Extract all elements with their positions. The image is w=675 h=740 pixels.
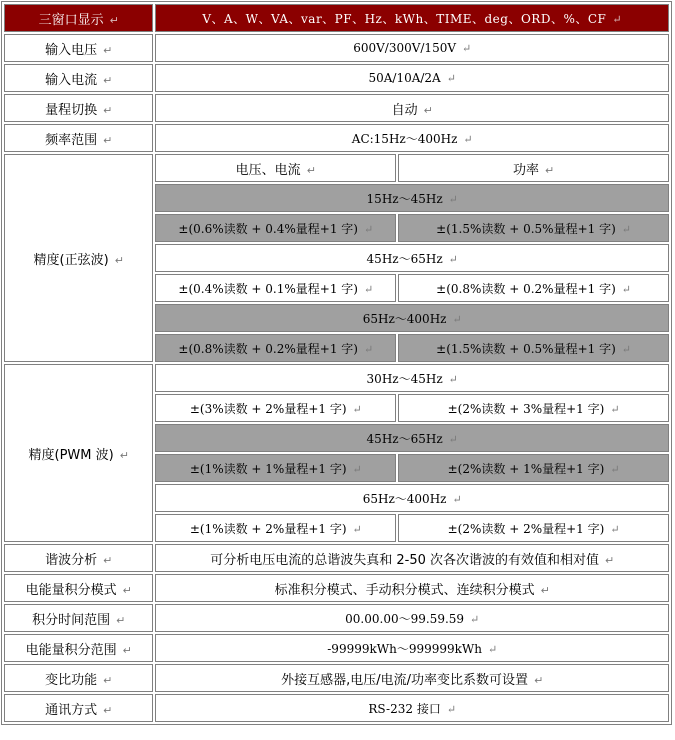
spec-value-cell (155, 634, 669, 662)
spec-value: -99999kWh～999999kWh (327, 641, 482, 656)
return-mark-icon: ↵ (363, 282, 374, 296)
accuracy-power (398, 514, 669, 542)
spec-label-cell (4, 64, 153, 92)
return-mark-icon: ↵ (448, 192, 458, 206)
accuracy-power (398, 214, 669, 242)
spec-label: 量程切换 (45, 102, 98, 118)
spec-label-cell (4, 34, 153, 62)
accuracy-voltage-current (155, 454, 396, 482)
return-mark-icon: ↵ (103, 133, 113, 147)
return-mark-icon: ↵ (103, 703, 113, 717)
accuracy-power-text: ±(2%读数 + 2%量程+1 字) (447, 521, 605, 536)
return-mark-icon: ↵ (452, 312, 462, 326)
spec-value: AC:15Hz～400Hz (351, 131, 458, 146)
return-mark-icon: ↵ (122, 583, 132, 597)
spec-label: 通讯方式 (45, 702, 98, 718)
frequency-band-range-text: 45Hz～65Hz (366, 251, 443, 266)
return-mark-icon: ↵ (448, 372, 458, 386)
column-header-voltage-current-text: 电压、电流 (235, 162, 301, 178)
accuracy-voltage-current-text: ±(0.8%读数 + 0.2%量程+1 字) (178, 341, 358, 356)
spec-row-range-switch (4, 94, 669, 122)
accuracy-power (398, 454, 669, 482)
spec-label: 输入电压 (45, 42, 98, 58)
header-row (4, 4, 669, 32)
spec-row-ratio-function (4, 664, 669, 692)
return-mark-icon: ↵ (423, 103, 433, 117)
spec-label-cell (4, 94, 153, 122)
spec-value: 00.00.00～99.59.59 (345, 611, 465, 626)
accuracy-power-text: ±(2%读数 + 3%量程+1 字) (447, 401, 605, 416)
return-mark-icon: ↵ (462, 42, 472, 55)
sine-accuracy-label: 精度(正弦波) (33, 252, 109, 268)
header-label-cell (4, 4, 153, 32)
return-mark-icon: ↵ (487, 642, 498, 656)
spec-value: 自动 (391, 102, 418, 118)
return-mark-icon: ↵ (452, 492, 462, 506)
return-mark-icon: ↵ (470, 612, 480, 626)
return-mark-icon: ↵ (463, 132, 473, 146)
header-value-cell (155, 4, 669, 32)
frequency-band-range-text: 15Hz～45Hz (366, 191, 443, 206)
header-label: 三窗口显示 (38, 12, 104, 28)
spec-label: 电能量积分模式 (25, 582, 117, 598)
frequency-band-range (155, 184, 669, 212)
column-header-voltage-current (155, 154, 396, 182)
frequency-band-range (155, 304, 669, 332)
spec-value-cell (155, 124, 669, 152)
spec-row-input-current (4, 64, 669, 92)
return-mark-icon: ↵ (534, 673, 544, 687)
return-mark-icon: ↵ (610, 522, 620, 536)
spec-label-cell (4, 604, 153, 632)
accuracy-power-text: ±(1.5%读数 + 0.5%量程+1 字) (436, 221, 616, 236)
spec-value-cell (155, 94, 669, 122)
spec-label: 频率范围 (45, 132, 98, 148)
spec-value-cell (155, 544, 669, 572)
return-mark-icon: ↵ (446, 702, 457, 716)
spec-label-cell (4, 634, 153, 662)
return-mark-icon: ↵ (103, 103, 113, 117)
accuracy-power-text: ±(0.8%读数 + 0.2%量程+1 字) (436, 281, 616, 296)
pwm-accuracy-label: 精度(PWM 波) (28, 447, 114, 463)
return-mark-icon: ↵ (605, 553, 615, 567)
frequency-band-range-text: 45Hz～65Hz (366, 431, 443, 446)
accuracy-voltage-current-text: ±(1%读数 + 1%量程+1 字) (189, 461, 347, 476)
spec-label-cell (4, 544, 153, 572)
return-mark-icon: ↵ (119, 448, 129, 462)
spec-label: 电能量积分范围 (25, 642, 117, 658)
accuracy-voltage-current-text: ±(1%读数 + 2%量程+1 字) (189, 521, 347, 536)
return-mark-icon: ↵ (122, 643, 132, 657)
accuracy-voltage-current-text: ±(3%读数 + 2%量程+1 字) (189, 401, 347, 416)
spec-value-cell (155, 664, 669, 692)
pwm-band-range-row (4, 364, 669, 392)
accuracy-power (398, 334, 669, 362)
column-header-power (398, 154, 669, 182)
return-mark-icon: ↵ (109, 13, 119, 27)
return-mark-icon: ↵ (363, 222, 374, 236)
frequency-band-range-text: 65Hz～400Hz (362, 491, 447, 506)
frequency-band-range (155, 424, 669, 452)
return-mark-icon: ↵ (610, 462, 620, 476)
spec-row-energy-integration-range (4, 634, 669, 662)
spec-row-integration-time-range (4, 604, 669, 632)
accuracy-voltage-current-text: ±(0.6%读数 + 0.4%量程+1 字) (178, 221, 358, 236)
return-mark-icon: ↵ (114, 253, 124, 267)
spec-value: 600V/300V/150V (353, 41, 456, 55)
sine-column-header-row (4, 154, 669, 182)
frequency-band-range (155, 364, 669, 392)
return-mark-icon: ↵ (610, 402, 620, 416)
return-mark-icon: ↵ (621, 342, 631, 356)
frequency-band-range-text: 65Hz～400Hz (362, 311, 447, 326)
spec-row-input-voltage (4, 34, 669, 62)
spec-label-cell (4, 664, 153, 692)
spec-label-cell (4, 694, 153, 722)
return-mark-icon: ↵ (352, 522, 362, 536)
accuracy-power (398, 394, 669, 422)
spec-label-cell (4, 574, 153, 602)
return-mark-icon: ↵ (352, 402, 362, 416)
return-mark-icon: ↵ (116, 613, 126, 627)
spec-value: 标准积分模式、手动积分模式、连续积分模式 (274, 582, 535, 598)
accuracy-voltage-current (155, 334, 396, 362)
spec-value: 可分析电压电流的总谐波失真和 2-50 次各次谐波的有效值和相对值 (210, 552, 599, 568)
spec-table (1, 1, 672, 725)
return-mark-icon: ↵ (446, 72, 456, 85)
return-mark-icon: ↵ (103, 73, 113, 87)
spec-row-energy-integration-mode (4, 574, 669, 602)
return-mark-icon: ↵ (306, 163, 316, 177)
accuracy-power-text: ±(2%读数 + 1%量程+1 字) (447, 461, 605, 476)
return-mark-icon: ↵ (540, 583, 550, 597)
return-mark-icon: ↵ (103, 673, 113, 687)
sine-accuracy-label-cell (4, 154, 153, 362)
accuracy-voltage-current-text: ±(0.4%读数 + 0.1%量程+1 字) (178, 281, 358, 296)
return-mark-icon: ↵ (363, 342, 374, 356)
accuracy-voltage-current (155, 514, 396, 542)
spec-label: 积分时间范围 (32, 612, 111, 628)
return-mark-icon: ↵ (103, 553, 113, 567)
return-mark-icon: ↵ (544, 163, 555, 177)
accuracy-power (398, 274, 669, 302)
return-mark-icon: ↵ (448, 252, 458, 266)
return-mark-icon: ↵ (621, 282, 631, 296)
spec-value-cell (155, 34, 669, 62)
spec-label: 输入电流 (45, 72, 98, 88)
column-header-power-text: 功率 (512, 162, 539, 178)
spec-value-cell (155, 574, 669, 602)
return-mark-icon: ↵ (103, 43, 113, 57)
spec-value-cell (155, 64, 669, 92)
frequency-band-range-text: 30Hz～45Hz (366, 371, 443, 386)
return-mark-icon: ↵ (448, 432, 458, 446)
spec-value: 外接互感器,电压/电流/功率变比系数可设置 (281, 672, 529, 688)
spec-value-cell (155, 694, 669, 722)
accuracy-voltage-current (155, 394, 396, 422)
return-mark-icon: ↵ (612, 12, 623, 26)
accuracy-voltage-current (155, 214, 396, 242)
spec-label-cell (4, 124, 153, 152)
return-mark-icon: ↵ (352, 462, 362, 476)
spec-row-harmonic-analysis (4, 544, 669, 572)
spec-label: 变比功能 (45, 672, 98, 688)
spec-value-cell (155, 604, 669, 632)
spec-value: 50A/10A/2A (368, 71, 441, 85)
spec-row-communication (4, 694, 669, 722)
accuracy-voltage-current (155, 274, 396, 302)
pwm-accuracy-label-cell (4, 364, 153, 542)
spec-value: RS-232 接口 (368, 701, 441, 716)
frequency-band-range (155, 484, 669, 512)
return-mark-icon: ↵ (621, 222, 631, 236)
spec-row-frequency-range (4, 124, 669, 152)
header-value: V、A、W、VA、var、PF、Hz、kWh、TIME、deg、ORD、%、CF (202, 11, 607, 26)
accuracy-power-text: ±(1.5%读数 + 0.5%量程+1 字) (436, 341, 616, 356)
spec-label: 谐波分析 (45, 552, 98, 568)
frequency-band-range (155, 244, 669, 272)
